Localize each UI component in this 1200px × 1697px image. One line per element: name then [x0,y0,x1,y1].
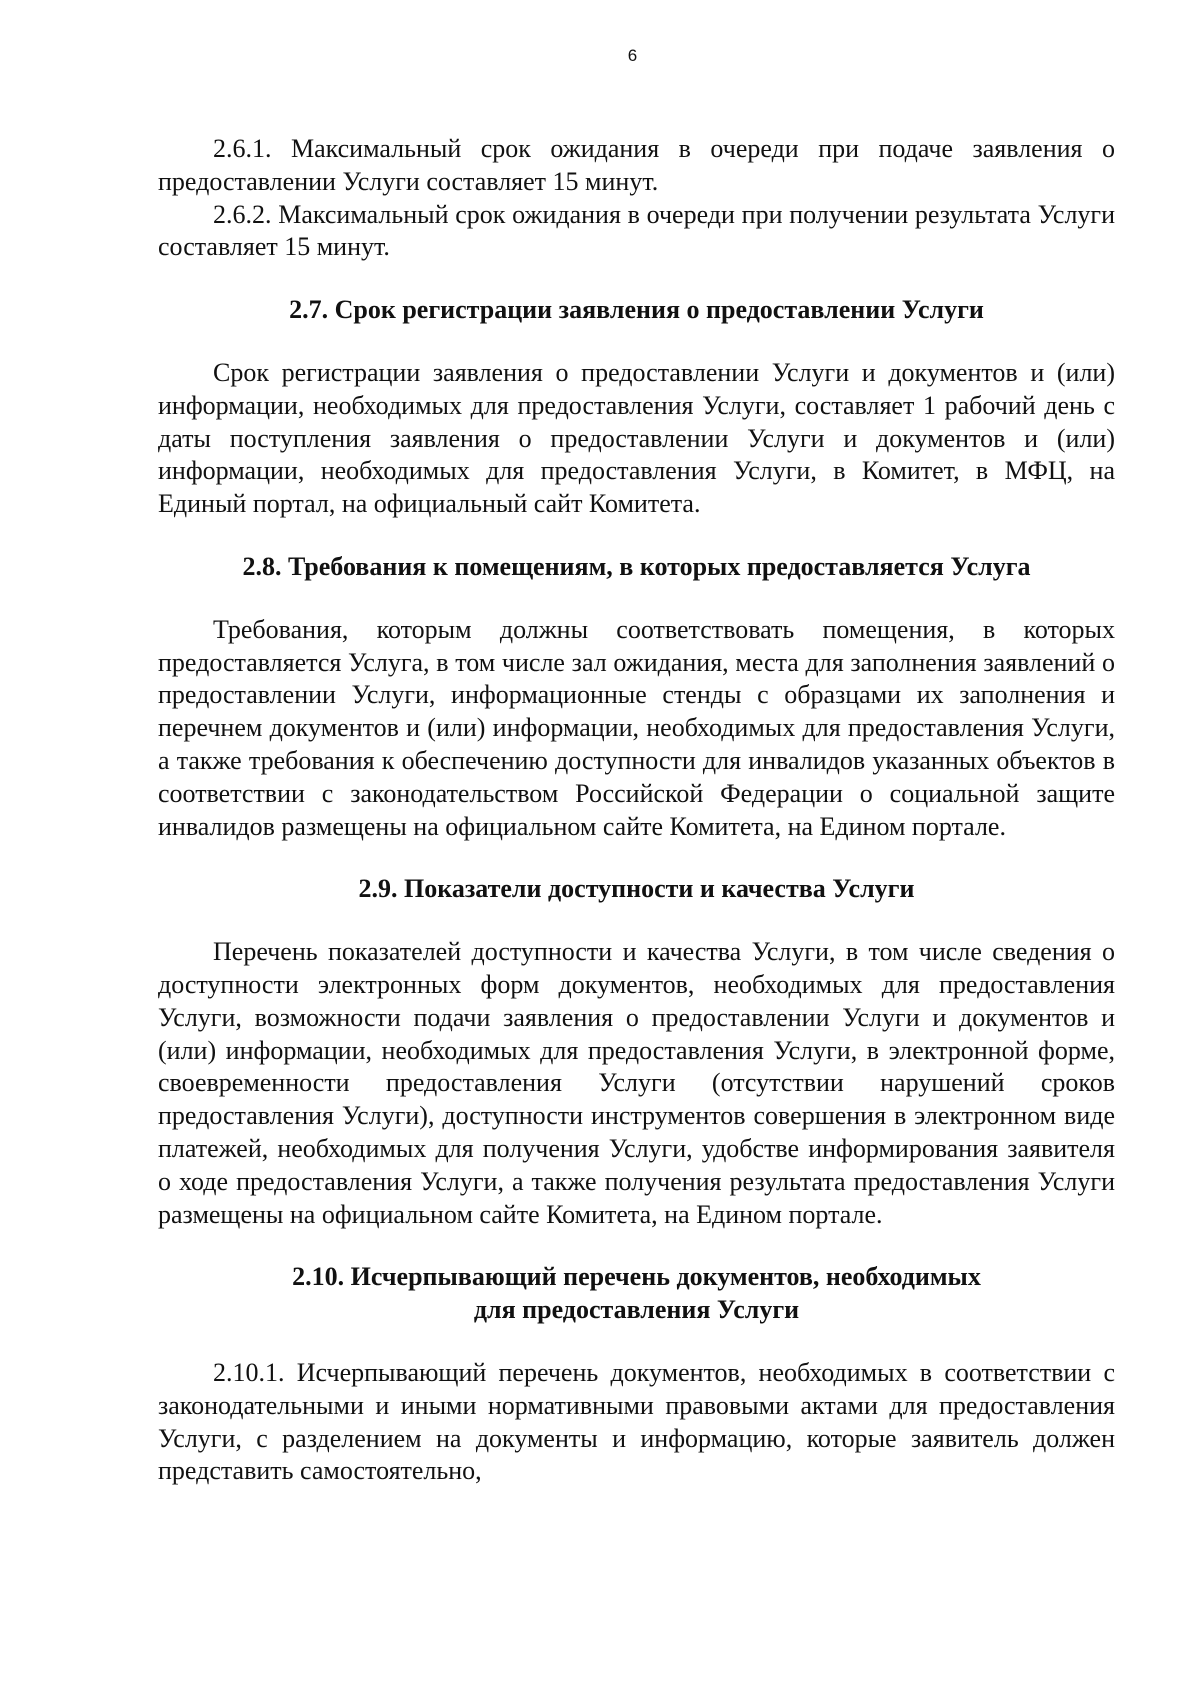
paragraph-2-10-1: 2.10.1. Исчерпывающий перечень документов, необходимых в соответствии с законодательными и иными нормативными правовыми актами для предоставления Услуги, с разделением на документы и информацию, которые заявитель должен представить самостоятельно, [158,1357,1115,1486]
heading-2-10 [158,1261,1115,1327]
document-body [158,133,1115,1488]
heading-2-7: 2.7. Срок регистрации заявления о предоставлении Услуги [289,295,984,325]
heading-2-9: 2.9. Показатели доступности и качества Услуги [358,874,915,904]
heading-2-8: 2.8. Требования к помещениям, в которых предоставляется Услуга [242,551,1031,581]
paragraph-2-9: Перечень показателей доступности и качества Услуги, в том числе сведения о доступности электронных форм документов, необходимых для предоставления Услуги, возможности подачи заявления о предоставлении Услуги и документов и (или) информации, необходимых для предоставления Услуги, в электронной форме, своевременности предоставления Услуги (отсутствии нарушений сроков предоставления Услуги), доступности инструментов совершения в электронном виде платежей, необходимых для получения Услуги, удобстве информирования заявителя о ходе предоставления Услуги, а также получения результата предоставления Услуги размещены на официальном сайте Комитета, на Едином портале. [158,937,1115,1229]
heading-2-10-line2: для предоставления Услуги [473,1295,800,1325]
paragraph-2-6-2: 2.6.2. Максимальный срок ожидания в очереди при получении результата Услуги составляет 15 минут. [158,199,1115,262]
heading-2-10-line1: 2.10. Исчерпывающий перечень документов, необходимых [292,1262,981,1292]
page-number: 6 [627,46,638,65]
paragraph-2-7: Срок регистрации заявления о предоставлении Услуги и документов и (или) информации, необходимых для предоставления Услуги, составляет 1 рабочий день с даты поступления заявления о предоставлении Услуги и документов и (или) информации, необходимых для предоставления Услуги, в Комитет, в МФЦ, на Единый портал, на официальный сайт Комитета. [158,357,1115,519]
paragraph-2-6-1: 2.6.1. Максимальный срок ожидания в очереди при подаче заявления о предоставлении Услуги составляет 15 минут. [158,134,1115,196]
paragraph-2-8: Требования, которым должны соответствовать помещения, в которых предоставляется Услуга, в том числе зал ожидания, места для заполнения заявлений о предоставлении Услуги, информационные стенды с образцами их заполнения и перечнем документов и (или) информации, необходимых для предоставления Услуги, а также требования к обеспечению доступности для инвалидов указанных объектов в соответствии с законодательством Российской Федерации о социальной защите инвалидов размещены на официальном сайте Комитета, на Едином портале. [158,614,1115,841]
